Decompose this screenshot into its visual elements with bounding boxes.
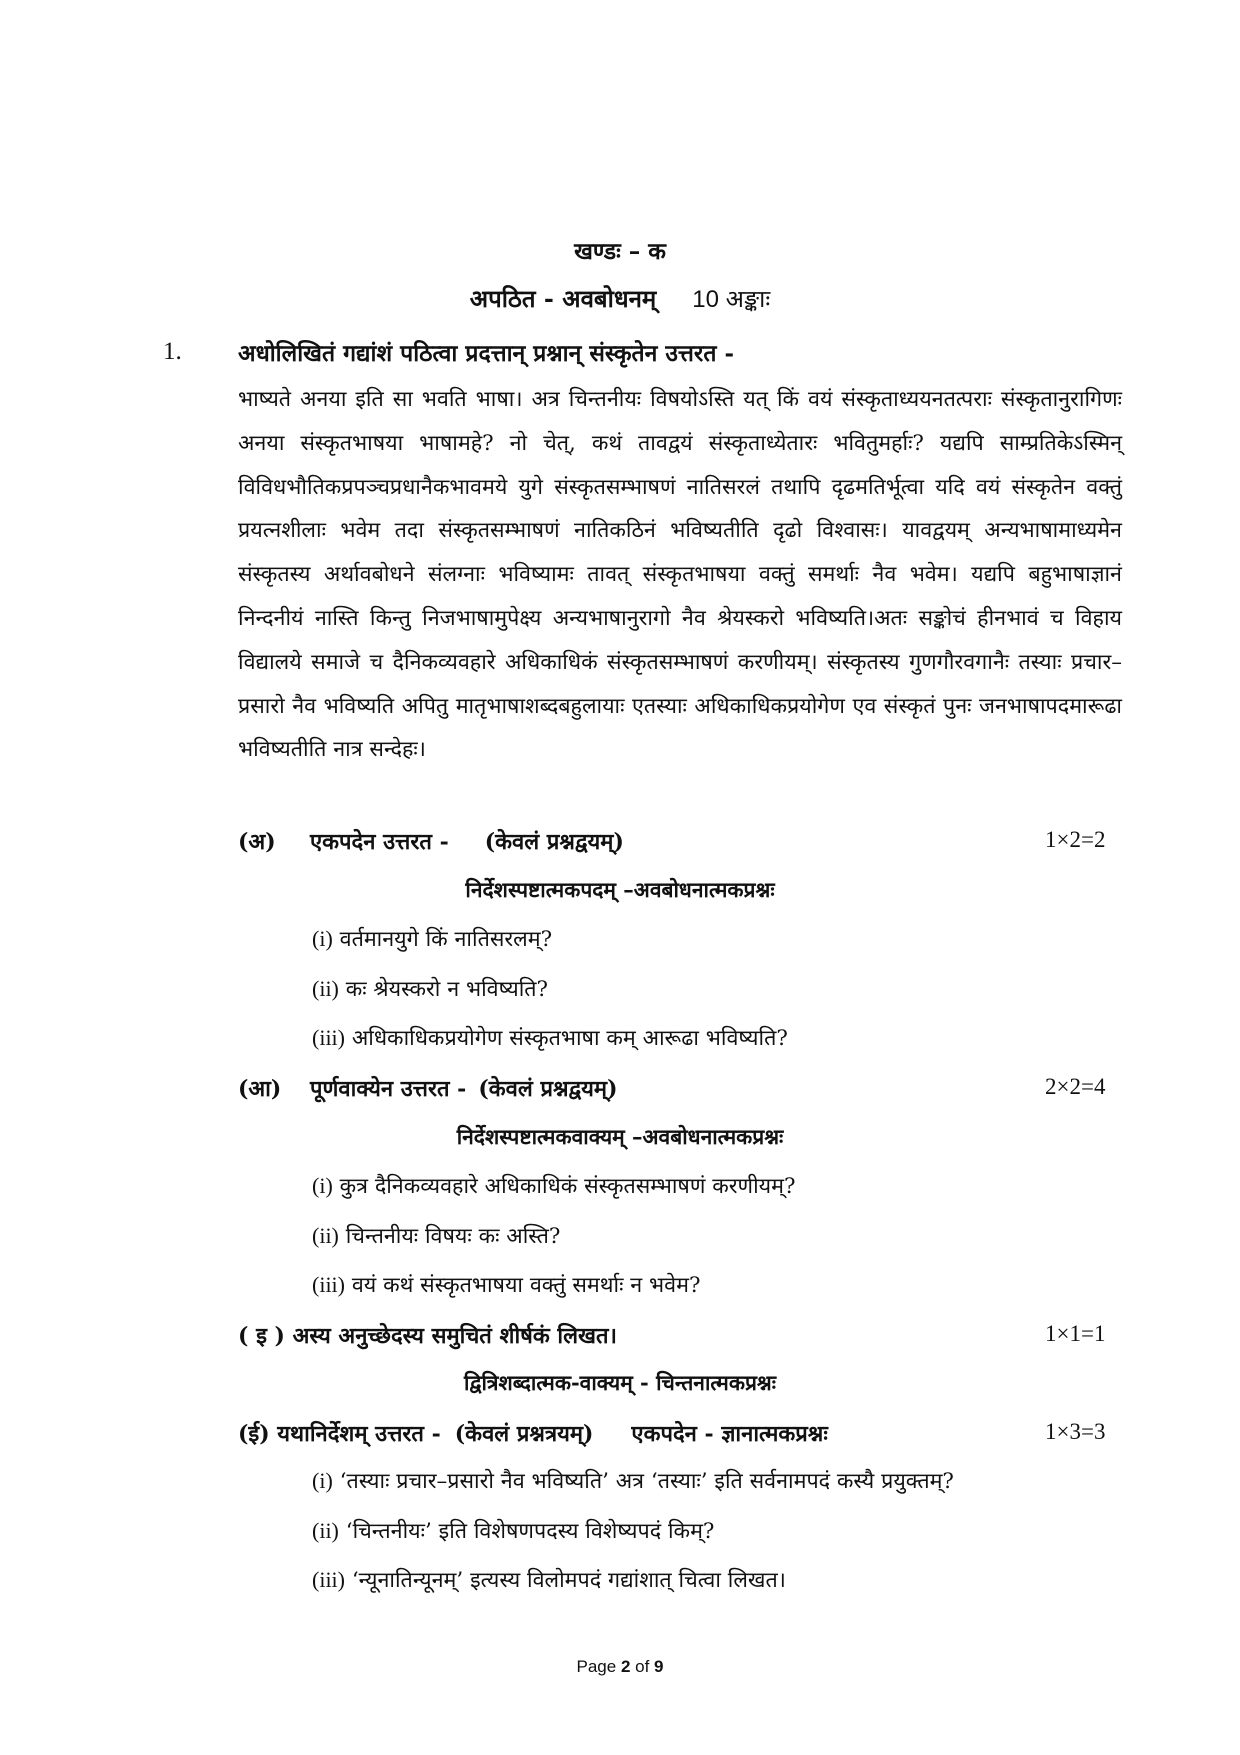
part-aa-heading [238, 1073, 618, 1103]
part-ii-item-1: (i) ‘तस्याः प्रचार–प्रसारो नैव भविष्यति’ अत्र ‘तस्याः’ इति सर्वनामपदं कस्यै प्रयुक्तम्? [312, 1468, 954, 1494]
part-a-heading [238, 826, 624, 856]
part-a-category: निर्देशस्पष्टात्मकपदम् –अवबोधनात्मकप्रश्नः [465, 877, 775, 902]
part-ii-label: (ई) [238, 1421, 270, 1447]
part-aa-instruction: पूर्णवाक्येन उत्तरत - [310, 1076, 467, 1102]
part-aa-item-3: (iii) वयं कथं संस्कृतभाषया वक्तुं समर्थाः न भवेम? [312, 1272, 701, 1298]
part-aa-item-1: (i) कुत्र दैनिकव्यवहारे अधिकाधिकं संस्कृतसम्भाषणं करणीयम्? [312, 1173, 796, 1199]
part-i-heading [238, 1320, 617, 1350]
part-ii-item-2: (ii) ‘चिन्तनीयः’ इति विशेषणपदस्य विशेष्यपदं किम्? [312, 1518, 715, 1544]
subsection-marks: 10 अङ्काः [692, 286, 771, 313]
part-ii-item-3: (iii) ‘न्यूनातिन्यूनम्’ इत्यस्य विलोमपदं गद्यांशात् चित्वा लिखत। [312, 1567, 786, 1593]
part-ii-choice: (केवलं प्रश्नत्रयम्) [454, 1421, 594, 1447]
part-aa-item-2: (ii) चिन्तनीयः विषयः कः अस्ति? [312, 1223, 561, 1249]
part-ii-instruction: यथानिर्देशम् उत्तरत - [277, 1421, 441, 1447]
passage-text: भाष्यते अनया इति सा भवति भाषा। अत्र चिन्तनीयः विषयोऽस्ति यत् किं वयं संस्कृताध्ययनतत्पराः संस्कृतानुरागिणः अनया संस्कृतभाषया भाषामहे? नो चेत्, कथं तावद्वयं संस्कृताध्येतारः भवितुमर्हाः? यद्यपि साम्प्रतिकेऽस्मिन् विविधभौतिकप्रपञ्चप्रधानैकभावमये युगे संस्कृतसम्भाषणं नातिसरलं तथापि दृढमतिर्भूत्वा यदि वयं संस्कृतेन वक्तुं प्रयत्नशीलाः भवेम तदा संस्कृतसम्भाषणं नातिकठिनं भविष्यतीति दृढो विश्वासः। यावद्वयम् अन्यभाषामाध्यमेन संस्कृतस्य अर्थावबोधने संलग्नाः भविष्यामः तावत् संस्कृतभाषया वक्तुं समर्थाः नैव भवेम। यद्यपि बहुभाषाज्ञानं निन्दनीयं नास्ति किन्तु निजभाषामुपेक्ष्य अन्यभाषानुरागो नैव श्रेयस्करो भविष्यति।अतः सङ्कोचं हीनभावं च विहाय विद्यालये समाजे च दैनिकव्यवहारे अधिकाधिकं संस्कृतसम्भाषणं करणीयम्। संस्कृतस्य गुणगौरवगानैः तस्याः प्रचार–प्रसारो नैव भविष्यति अपितु मातृभाषाशब्दबहुलायाः एतस्याः अधिकाधिकप्रयोगेण एव संस्कृतं पुनः जनभाषापदमारूढा भविष्यतीति नात्र सन्देहः। [238, 387, 1122, 763]
part-aa-choice: (केवलं प्रश्नद्वयम्) [478, 1076, 618, 1102]
section-title: खण्डः – क [574, 238, 666, 265]
question-number: 1. [163, 338, 182, 365]
question-instruction: अधोलिखितं गद्यांशं पठित्वा प्रदत्तान् प्रश्नान् संस्कृतेन उत्तरत - [238, 340, 734, 367]
subsection-title: अपठित - अवबोधनम् [469, 284, 657, 313]
subsection-heading [0, 282, 1240, 315]
part-aa-marks: 2×2=4 [1045, 1074, 1106, 1099]
part-ii-marks: 1×3=3 [1045, 1419, 1106, 1444]
part-a-choice: (केवलं प्रश्नद्वयम्) [484, 829, 624, 855]
part-a-instruction: एकपदेन उत्तरत - [310, 829, 449, 855]
part-i-label: ( इ ) [238, 1323, 285, 1349]
part-i-category: द्वित्रिशब्दात्मक-वाक्यम् - चिन्तनात्मकप्रश्नः [463, 1370, 777, 1395]
part-i-instruction: अस्य अनुच्छेदस्य समुचितं शीर्षकं लिखत। [292, 1323, 617, 1349]
part-a-item-3: (iii) अधिकाधिकप्रयोगेण संस्कृतभाषा कम् आरूढा भविष्यति? [312, 1025, 788, 1051]
part-a-item-1: (i) वर्तमानयुगे किं नातिसरलम्? [312, 926, 553, 952]
part-a-item-2: (ii) कः श्रेयस्करो न भविष्यति? [312, 976, 549, 1002]
part-aa-category: निर्देशस्पष्टात्मकवाक्यम् –अवबोधनात्मकप्रश्नः [456, 1124, 784, 1149]
part-ii-type: एकपदेन - ज्ञानात्मकप्रश्नः [631, 1421, 828, 1447]
part-aa-label: (आ) [238, 1076, 282, 1102]
page-current: 2 [620, 1657, 631, 1676]
part-ii-heading [238, 1418, 828, 1448]
part-i-marks: 1×1=1 [1045, 1321, 1106, 1346]
part-a-marks: 1×2=2 [1045, 827, 1106, 852]
part-a-label: (अ) [238, 829, 276, 855]
page-footer: Page 2 of 9 [576, 1657, 664, 1676]
page-total: 9 [654, 1657, 664, 1676]
